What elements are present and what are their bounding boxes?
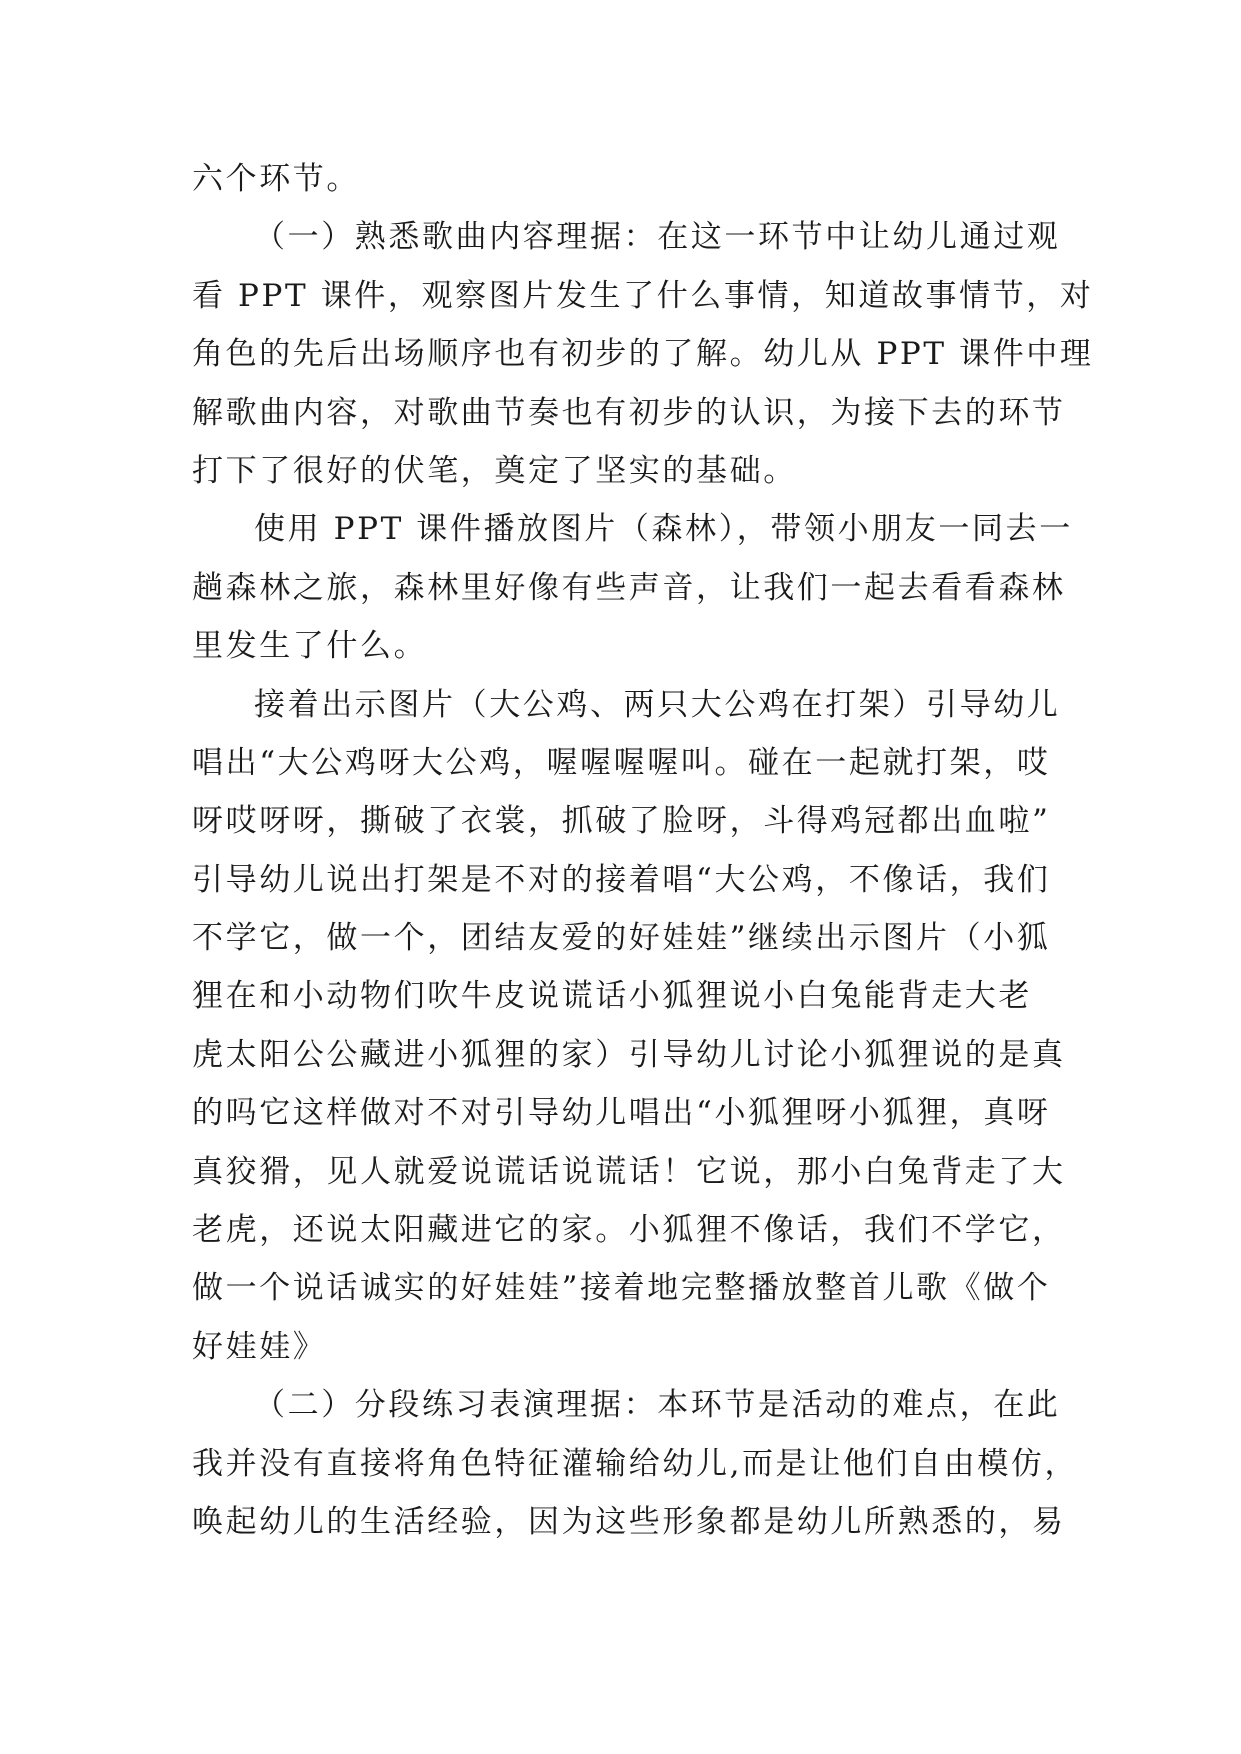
text-line: 趟森林之旅，森林里好像有些声音，让我们一起去看看森林 bbox=[192, 569, 1066, 606]
text-line: 做一个说话诚实的好娃娃”接着地完整播放整首儿歌《做个 bbox=[192, 1270, 1051, 1307]
text-line: 看 PPT 课件，观察图片发生了什么事情，知道故事情节，对 bbox=[192, 277, 1094, 314]
text-line: 虎太阳公公藏进小狐狸的家）引导幼儿讨论小狐狸说的是真 bbox=[192, 1036, 1066, 1073]
text-line: 我并没有直接将角色特征灌输给幼儿,而是让他们自由模仿， bbox=[192, 1445, 1079, 1482]
text-line: 呀哎呀呀，撕破了衣裳，抓破了脸呀，斗得鸡冠都出血啦” bbox=[192, 803, 1051, 840]
text-line: 老虎，还说太阳藏进它的家。小狐狸不像话，我们不学它， bbox=[192, 1212, 1066, 1249]
text-line: 不学它，做一个，团结友爱的好娃娃”继续出示图片（小狐 bbox=[192, 920, 1051, 957]
text-line: 的吗它这样做对不对引导幼儿唱出“小狐狸呀小狐狸，真呀 bbox=[192, 1095, 1051, 1132]
text-line: 唤起幼儿的生活经验，因为这些形象都是幼儿所熟悉的，易 bbox=[192, 1503, 1066, 1540]
text-line: 引导幼儿说出打架是不对的接着唱“大公鸡，不像话，我们 bbox=[192, 861, 1051, 898]
text-line: 唱出“大公鸡呀大公鸡，喔喔喔喔叫。碰在一起就打架，哎 bbox=[192, 744, 1051, 781]
text-line: 角色的先后出场顺序也有初步的了解。幼儿从 PPT 课件中理 bbox=[192, 336, 1094, 373]
text-line: 接着出示图片（大公鸡、两只大公鸡在打架）引导幼儿 bbox=[254, 686, 1061, 723]
text-line: 好娃娃》 bbox=[192, 1328, 327, 1365]
text-line: 打下了很好的伏笔，奠定了坚实的基础。 bbox=[192, 452, 797, 489]
document-body bbox=[192, 150, 1094, 1551]
text-line: 使用 PPT 课件播放图片（森林），带领小朋友一同去一 bbox=[254, 511, 1073, 548]
text-line: 六个环节。 bbox=[192, 161, 360, 197]
text-line: 真狡猾，见人就爱说谎话说谎话！它说，那小白兔背走了大 bbox=[192, 1153, 1066, 1190]
text-line: （二）分段练习表演理据：本环节是活动的难点，在此 bbox=[254, 1387, 1061, 1424]
text-line: 狸在和小动物们吹牛皮说谎话小狐狸说小白兔能背走大老 bbox=[192, 978, 1032, 1015]
text-line: （一）熟悉歌曲内容理据：在这一环节中让幼儿通过观 bbox=[254, 219, 1061, 256]
text-line: 里发生了什么。 bbox=[192, 628, 428, 665]
text-line: 解歌曲内容，对歌曲节奏也有初步的认识，为接下去的环节 bbox=[192, 394, 1066, 431]
